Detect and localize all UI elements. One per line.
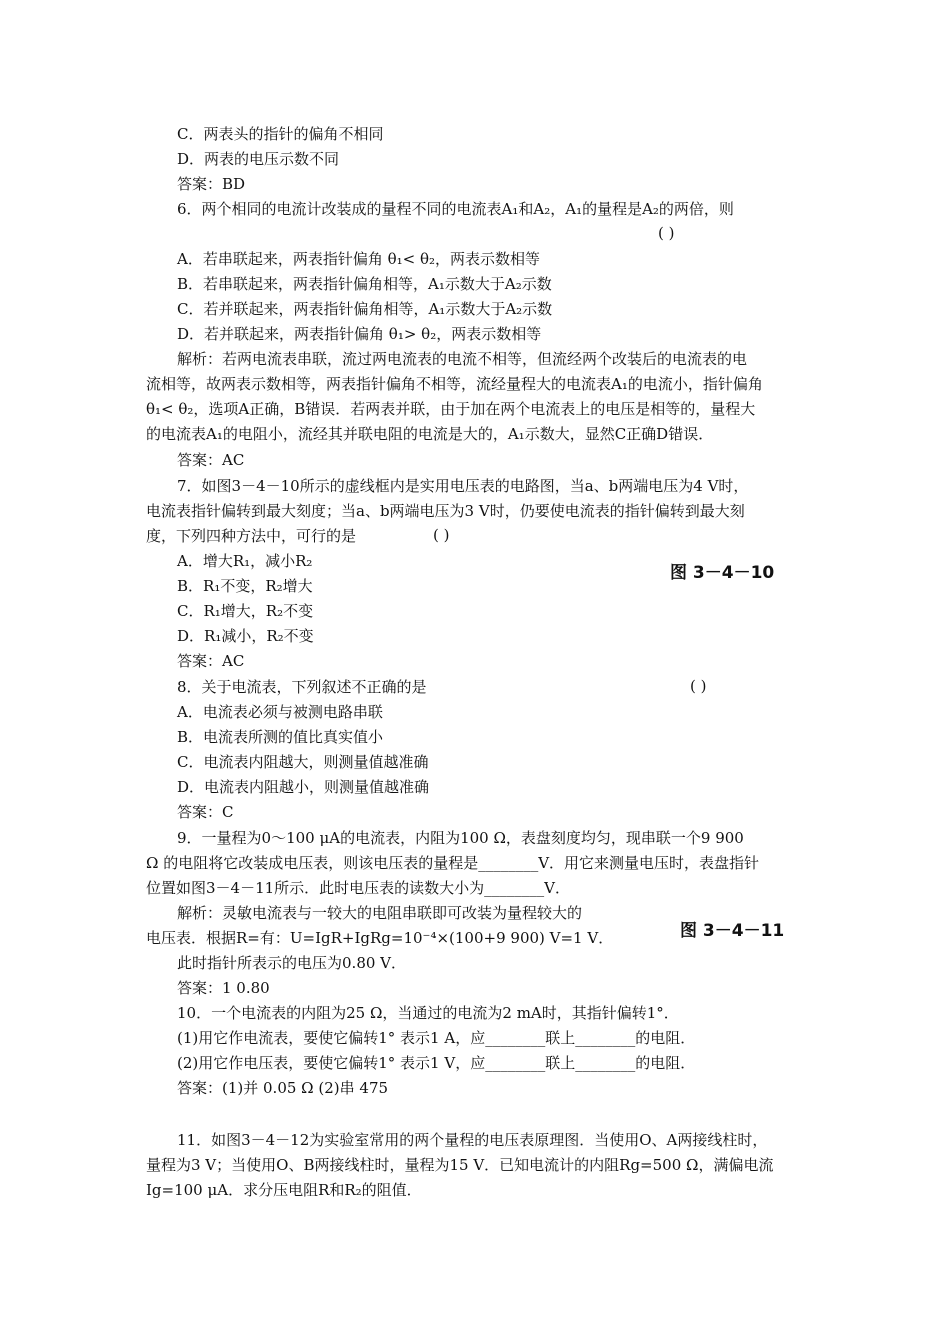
text-line: 流相等，故两表示数相等，两表指针偏角不相等，流经量程大的电流表A₁的电流小，指针偏角 — [146, 375, 763, 393]
text-line: A．若串联起来，两表指针偏角 θ₁< θ₂，两表示数相等 — [177, 250, 541, 268]
answer-parentheses: ( ) — [433, 526, 450, 544]
text-line: B．电流表所测的值比真实值小 — [177, 728, 384, 746]
figure-caption: 图 3－4－10 — [670, 563, 775, 583]
text-line: 答案：BD — [177, 175, 246, 193]
text-line: D．两表的电压示数不同 — [177, 150, 340, 168]
answer-parentheses: ( ) — [658, 224, 675, 242]
text-line: C．若并联起来，两表指针偏角相等，A₁示数大于A₂示数 — [177, 300, 553, 318]
text-line: 10．一个电流表的内阻为25 Ω，当通过的电流为2 mA时，其指针偏转1°． — [177, 1004, 679, 1022]
text-line: 答案：(1)并 0.05 Ω (2)串 475 — [177, 1079, 389, 1097]
text-line: C．R₁增大，R₂不变 — [177, 602, 314, 620]
text-line: 此时指针所表示的电压为0.80 V． — [177, 954, 407, 972]
text-line: C．电流表内阻越大，则测量值越准确 — [177, 753, 429, 771]
text-line: θ₁< θ₂，选项A正确，B错误．若两表并联，由于加在两个电流表上的电压是相等的，量程大 — [146, 400, 756, 418]
text-line: 解析：若两电流表串联，流过两电流表的电流不相等，但流经两个改装后的电流表的电 — [177, 350, 748, 368]
text-line: 电压表．根据R=有：U=IgR+IgRg=10⁻⁴×(100+9 900) V=1 V． — [146, 929, 614, 947]
text-line: 的电流表A₁的电阻小，流经其并联电阻的电流是大的，A₁示数大，显然C正确D错误． — [146, 425, 714, 443]
text-line: D．若并联起来，两表指针偏角 θ₁> θ₂，两表示数相等 — [177, 325, 542, 343]
text-line: 9．一量程为0～100 μA的电流表，内阻为100 Ω，表盘刻度均匀，现串联一个9 900 — [177, 829, 744, 847]
text-line: 电流表指针偏转到最大刻度；当a、b两端电压为3 V时，仍要使电流表的指针偏转到最大刻 — [146, 502, 745, 520]
text-line: 量程为3 V；当使用O、B两接线柱时，量程为15 V．已知电流计的内阻Rg=500 Ω，满偏电流 — [146, 1156, 774, 1174]
text-line: 解析：灵敏电流表与一较大的电阻串联即可改装为量程较大的 — [177, 904, 583, 922]
text-line: B．若串联起来，两表指针偏角相等，A₁示数大于A₂示数 — [177, 275, 552, 293]
text-line: Ω 的电阻将它改装成电压表，则该电压表的量程是________V．用它来测量电压时，表盘指针 — [146, 854, 760, 872]
text-line: 6．两个相同的电流计改装成的量程不同的电流表A₁和A₂，A₁的量程是A₂的两倍，则 — [177, 200, 734, 218]
text-line: C．两表头的指针的偏角不相同 — [177, 125, 384, 143]
text-line: 11．如图3－4－12为实验室常用的两个量程的电压表原理图．当使用O、A两接线柱时， — [177, 1131, 768, 1149]
text-line: A．电流表必须与被测电路串联 — [177, 703, 383, 721]
text-line: 7．如图3－4－10所示的虚线框内是实用电压表的电路图，当a、b两端电压为4 V时， — [177, 477, 749, 495]
text-line: 答案：1 0.80 — [177, 979, 270, 997]
text-line: D．电流表内阻越小，则测量值越准确 — [177, 778, 430, 796]
text-line: (1)用它作电流表，要使它偏转1° 表示1 A，应________联上________的电阻． — [177, 1029, 696, 1047]
text-line: 8．关于电流表，下列叙述不正确的是 — [177, 678, 427, 696]
text-line: B．R₁不变，R₂增大 — [177, 577, 313, 595]
answer-parentheses: ( ) — [690, 677, 707, 695]
text-line: D．R₁减小，R₂不变 — [177, 627, 314, 645]
text-line: 位置如图3－4－11所示．此时电压表的读数大小为________V． — [146, 879, 571, 897]
figure-caption: 图 3－4－11 — [680, 921, 785, 941]
text-line: 度，下列四种方法中，可行的是 — [146, 527, 357, 545]
text-line: A．增大R₁，减小R₂ — [177, 552, 313, 570]
text-line: 答案：AC — [177, 451, 245, 469]
text-line: 答案：AC — [177, 652, 245, 670]
text-line: (2)用它作电压表，要使它偏转1° 表示1 V，应________联上________的电阻． — [177, 1054, 696, 1072]
text-line: Ig=100 μA．求分压电阻R和R₂的阻值． — [146, 1181, 422, 1199]
text-line: 答案：C — [177, 803, 234, 821]
